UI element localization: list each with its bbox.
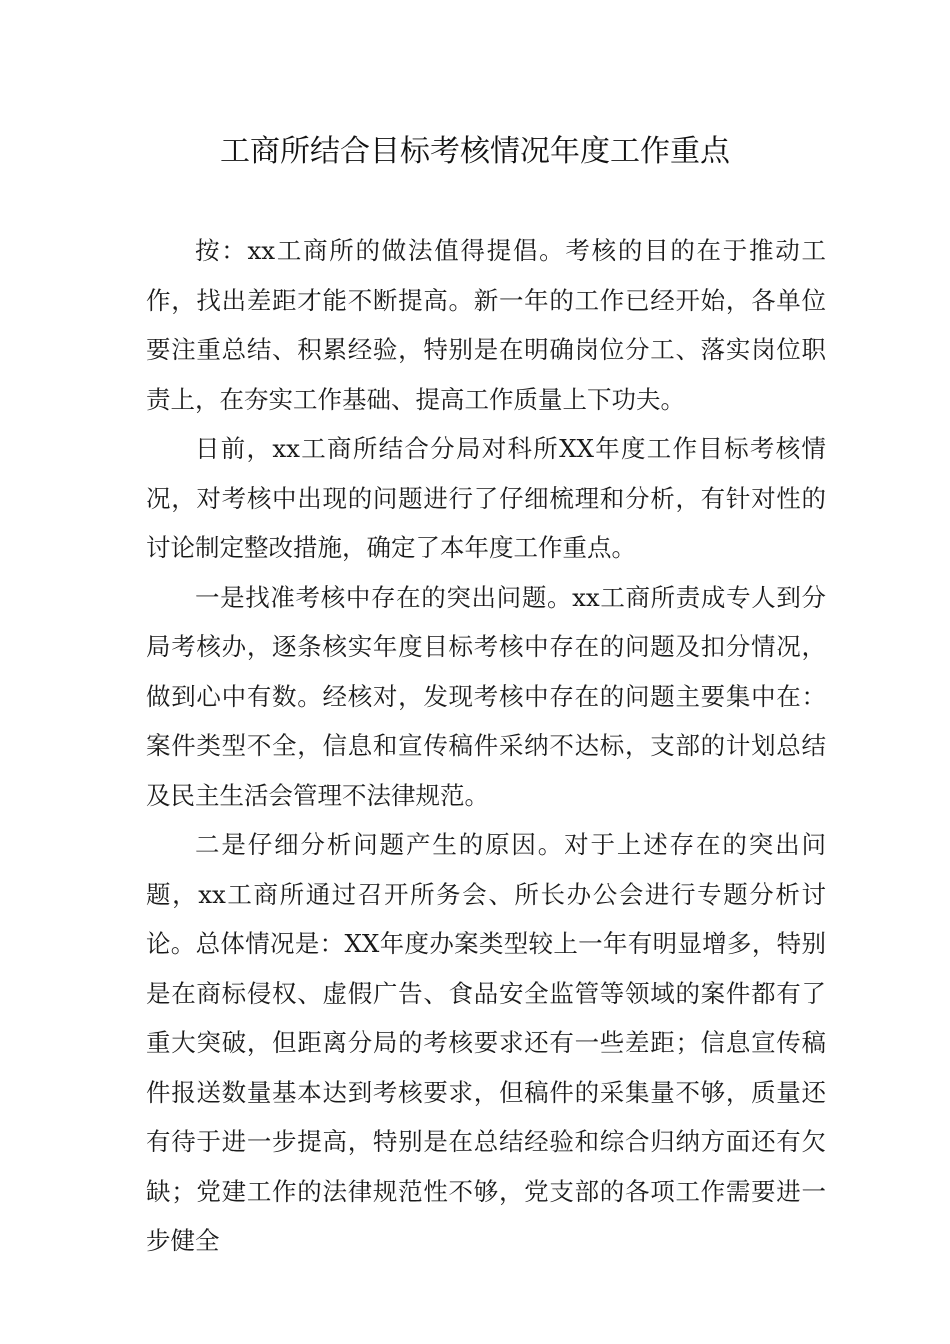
paragraph-note: 按：xx工商所的做法值得提倡。考核的目的在于推动工作，找出差距才能不断提高。新一年的工作已经开始，各单位要注重总结、积累经验，特别是在明确岗位分工、落实岗位职责上，在夯实工作基础、提高工作质量上下功夫。	[146, 236, 826, 414]
document-title: 工商所结合目标考核情况年度工作重点	[220, 134, 730, 169]
document-body	[146, 226, 826, 1266]
paragraph-point-one: 一是找准考核中存在的突出问题。xx工商所责成专人到分局考核办，逐条核实年度目标考核中存在的问题及扣分情况，做到心中有数。经核对，发现考核中存在的问题主要集中在：案件类型不全，信息和宣传稿件采纳不达标，支部的计划总结及民主生活会管理不法律规范。	[146, 582, 826, 810]
paragraph-point-two: 二是仔细分析问题产生的原因。对于上述存在的突出问题，xx工商所通过召开所务会、所长办公会进行专题分析讨论。总体情况是：XX年度办案类型较上一年有明显增多，特别是在商标侵权、虚假广告、食品安全监管等领域的案件都有了重大突破，但距离分局的考核要求还有一些差距；信息宣传稿件报送数量基本达到考核要求，但稿件的采集量不够，质量还有待于进一步提高，特别是在总结经验和综合归纳方面还有欠缺；党建工作的法律规范性不够，党支部的各项工作需要进一步健全	[146, 830, 826, 1255]
paragraph-intro: 日前，xx工商所结合分局对科所XX年度工作目标考核情况，对考核中出现的问题进行了仔细梳理和分析，有针对性的讨论制定整改措施，确定了本年度工作重点。	[146, 434, 826, 562]
